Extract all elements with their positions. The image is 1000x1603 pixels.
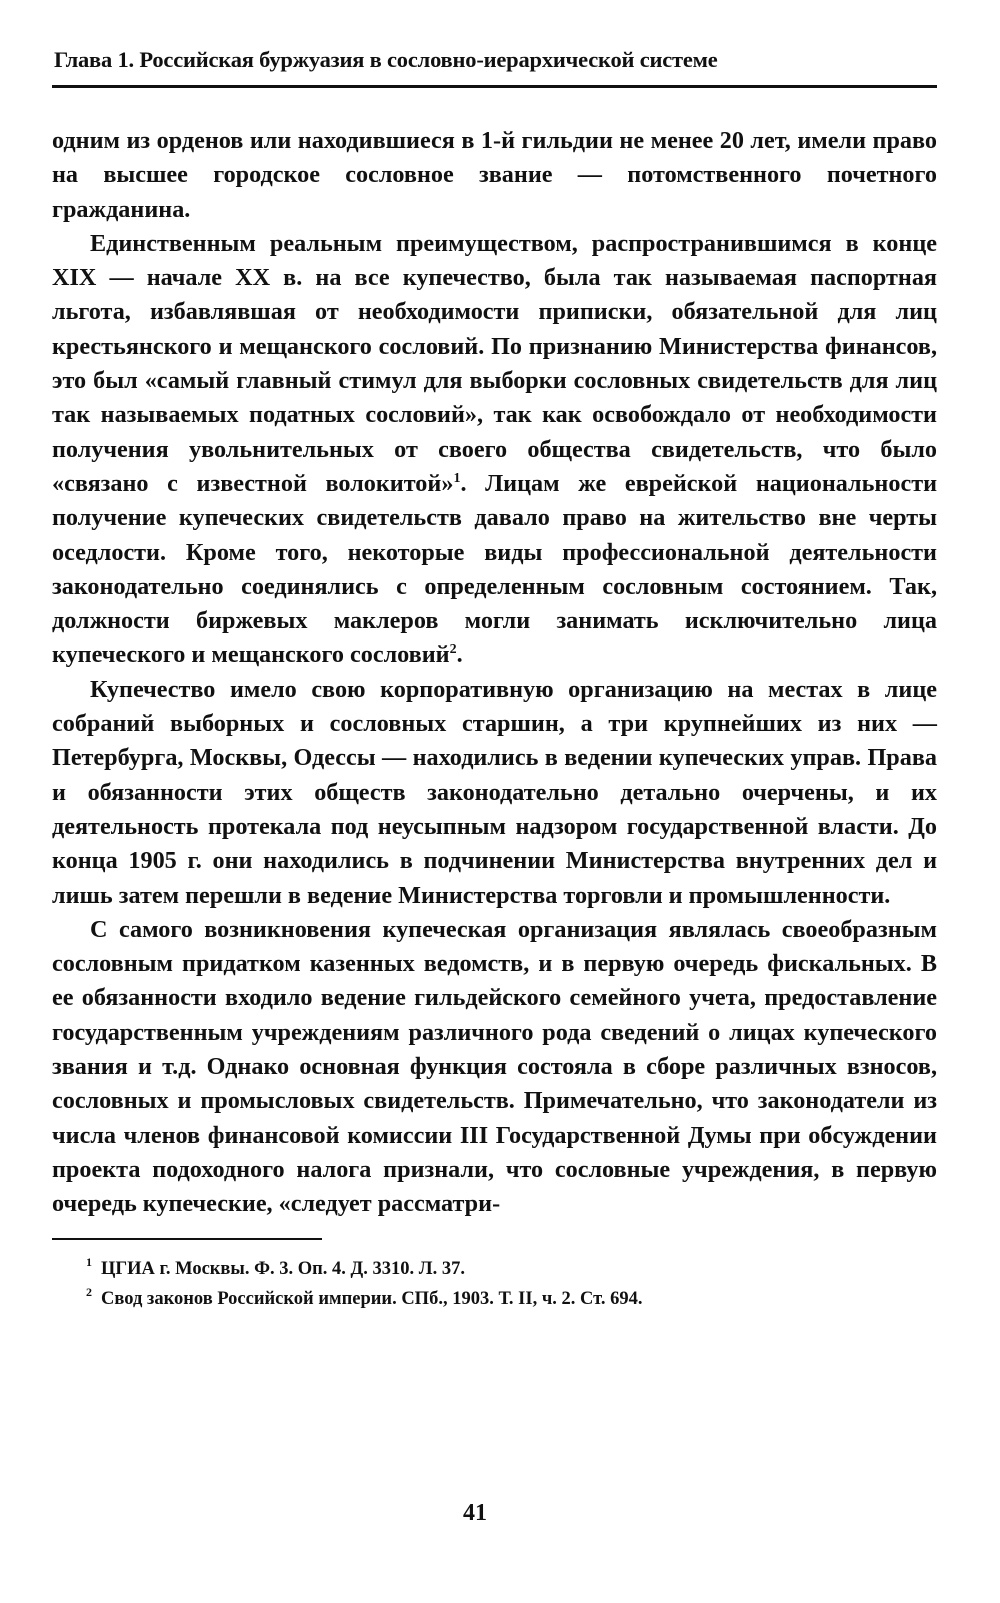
- footnotes: [52, 1254, 937, 1314]
- footnote-text: Свод законов Российской империи. СПб., 1903. Т. II, ч. 2. Ст. 694.: [101, 1288, 643, 1309]
- paragraph-corporate-organization: Купечество имело свою корпоративную организацию на местах в лице собраний выборных и сословных старшин, а три крупнейших из них — Петербурга, Москвы, Одессы — находились в ведении купеческих управ. Права и обязанности этих обществ законодательно детально очерчены, и их деятельность протекала под неусыпным надзором государственной власти. До конца 1905 г. они находились в подчинении Министерства внутренних дел и лишь затем перешли в ведение Министерства торговли и промышленности.: [52, 675, 937, 909]
- footnote-ref: 1: [453, 470, 461, 486]
- page-number: 41: [463, 1500, 487, 1526]
- footnote-mark: 1: [86, 1255, 92, 1270]
- footnote-mark: 2: [86, 1285, 92, 1300]
- footnote: [52, 1284, 937, 1314]
- paragraph-text: .: [456, 641, 463, 669]
- running-header: Глава 1. Российская буржуазия в сословно-иерархической системе: [54, 47, 718, 72]
- paragraph-text: Единственным реальным преимуществом, распространившимся в конце XIX — начале XX в. на все купечество, была так называемая паспортная льгота, избавлявшая от необходимости приписки, обязательной для лиц крестьянского и мещанского сословий. По признанию Министерства финансов, это был «самый главный стимул для выборки сословных свидетельств для лиц так называемых податных сословий», так как освобождало от необходимости получения увольнительных от своего общества свидетельств, что было «связано с известной волокитой»: [52, 229, 937, 497]
- main-text: [52, 124, 937, 1222]
- book-page: [52, 40, 937, 1314]
- paragraph-continued: одним из орденов или находившиеся в 1-й гильдии не менее 20 лет, имели право на высшее городское сословное звание — потомственного почетного гражданина.: [52, 127, 937, 223]
- footnote-ref: 2: [449, 642, 457, 658]
- paragraph-fiscal-role: С самого возникновения купеческая организация являлась своеобразным сословным придатком казенных ведомств, и в первую очередь фискальных. В ее обязанности входило ведение гильдейского семейного учета, предоставление государственным учреждениям различного рода сведений о лицах купеческого звания и т.д. Однако основная функция состояла в сборе различных взносов, сословных и промысловых свидетельств. Примечательно, что законодатели из числа членов финансовой комиссии III Государственной Думы при обсуждении проекта подоходного налога признали, что сословные учреждения, в первую очередь купеческие, «следует рассматри-: [52, 915, 937, 1218]
- footnote-rule: [52, 1238, 322, 1240]
- paragraph-passport-privilege: [52, 227, 937, 673]
- paragraph-text: . Лицам же еврейской национальности получение купеческих свидетельств давало право на жительство вне черты оседлости. Кроме того, некоторые виды профессиональной деятельности законодательно соединялись с определенным сословным состоянием. Так, должности биржевых маклеров могли занимать исключительно лица купеческого и мещанского сословий: [52, 469, 938, 669]
- footnote-text: ЦГИА г. Москвы. Ф. 3. Оп. 4. Д. 3310. Л. 37.: [101, 1258, 465, 1279]
- header-rule: [52, 85, 937, 88]
- footnote: [52, 1254, 937, 1284]
